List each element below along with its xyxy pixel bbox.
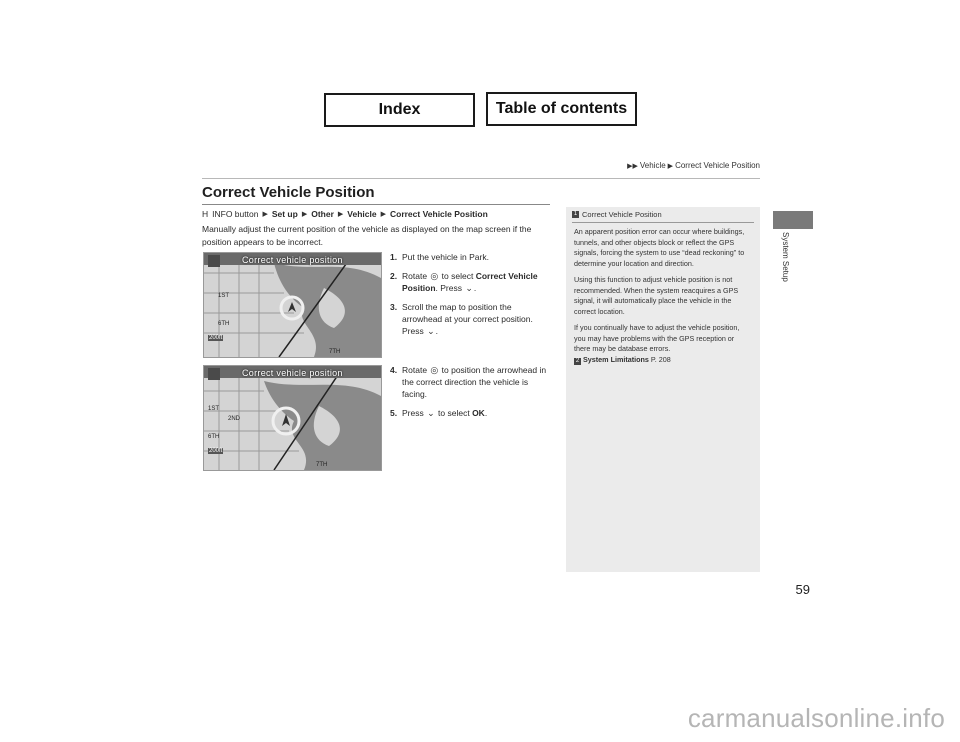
breadcrumb [627, 161, 760, 170]
path-item: Correct Vehicle Position [389, 209, 488, 219]
step-text-part: Rotate [402, 365, 428, 375]
step-number: 4. [390, 365, 398, 375]
screen-title: Correct vehicle position [242, 368, 343, 378]
step-text: Scroll the map to position the arrowhead at your correct position. Press ⌄. [402, 302, 533, 336]
breadcrumb-item[interactable]: Vehicle [639, 161, 666, 170]
arrow-icon: ▶ [667, 162, 674, 170]
sidebar-paragraph: If you continually have to adjust the vehicle position, you may have problems with the GPS reception or there may be database errors. [574, 323, 740, 353]
arrow-icon: ▶ [380, 211, 386, 218]
cross-reference-link[interactable] [574, 355, 752, 366]
path-item: Set up [271, 209, 298, 219]
step-text-part: Rotate [402, 271, 428, 281]
enter-icon: ⌄ [465, 283, 473, 293]
enter-icon: ⌄ [427, 408, 435, 418]
step-text: Put the vehicle in Park. [402, 252, 489, 262]
step-text-part: to position the arrowhead in the correct direction the vehicle is facing. [402, 365, 547, 399]
step-item [390, 251, 552, 263]
path-item: Vehicle [347, 209, 377, 219]
step-text [402, 407, 487, 419]
step-number: 2. [390, 271, 398, 281]
step-item [390, 270, 552, 294]
divider [202, 178, 760, 179]
interface-dial-icon: ◎ [430, 271, 439, 281]
intro-text: Manually adjust the current position of the vehicle as displayed on the map screen if the position appears to be incorrect. [202, 224, 532, 247]
step-number: 5. [390, 408, 398, 418]
sidebar-paragraph: Using this function to adjust vehicle position is not recommended. When the system reacquires a GPS signal, it will automatically place the vehicle in the correct location. [574, 275, 739, 316]
screen-title: Correct vehicle position [242, 255, 343, 265]
street-label: 1ST [208, 406, 220, 412]
step-text-part: to select [438, 408, 470, 418]
chapter-label: System Setup [781, 232, 790, 282]
street-label: 1ST [218, 293, 230, 299]
table-of-contents-button[interactable]: Table of contents [486, 92, 637, 126]
step-number: 1. [390, 252, 398, 262]
path-item: Other [311, 209, 334, 219]
street-label: 7TH [316, 462, 328, 468]
page-title: Correct Vehicle Position [202, 184, 375, 201]
page-number: 59 [795, 582, 810, 597]
note-icon: 1 [573, 211, 578, 217]
sidebar-note [566, 207, 760, 572]
step-text: Rotate ◎ to select Correct Vehicle Position. Press ⌄. [402, 271, 538, 293]
watermark: carmanualsonline.info [687, 703, 945, 733]
divider [202, 204, 550, 205]
sidebar-paragraph: An apparent position error can occur where buildings, tunnels, and other objects block or reflect the GPS signals, forcing the system to use “dead reckoning” to determine your location and direction. [574, 227, 745, 268]
breadcrumb-item: Correct Vehicle Position [675, 161, 760, 170]
home-icon: H [202, 209, 209, 219]
step-text [402, 364, 552, 400]
step-highlight: OK [472, 408, 485, 418]
sidebar-heading-text: Correct Vehicle Position [582, 210, 662, 219]
street-label: 6TH [218, 321, 230, 327]
step-item [390, 301, 552, 337]
interface-dial-icon: ◎ [430, 365, 439, 375]
scale-label: 200ft [209, 335, 223, 341]
step-highlight: Correct Vehicle Position [402, 271, 538, 293]
chapter-tab [773, 211, 813, 229]
map-screenshot [203, 365, 382, 471]
scale-label: 200ft [209, 448, 223, 454]
sidebar-heading [566, 207, 760, 222]
step-text-part: to select [441, 271, 474, 281]
link-page[interactable]: P. 208 [650, 354, 671, 364]
step-number: 3. [390, 302, 398, 312]
step-item [390, 364, 552, 400]
link-label[interactable]: System Limitations [583, 354, 649, 364]
step-text-part: Press [402, 408, 424, 418]
step-text-part: . [484, 408, 488, 418]
step-text-part: Scroll the map to position the arrowhead at your correct position. Press [402, 302, 533, 336]
path-start: INFO button [212, 209, 259, 219]
step-item [390, 407, 552, 419]
street-label: 7TH [329, 349, 341, 355]
enter-icon: ⌄ [427, 326, 435, 336]
step-text-part: . Press [435, 283, 462, 293]
street-label: 2ND [228, 416, 241, 422]
map-graphic [204, 253, 381, 357]
arrow-icon: ▶ [262, 211, 268, 218]
arrow-icon: ▶ [337, 211, 344, 218]
map-screenshot [203, 252, 382, 358]
menu-path [202, 209, 488, 219]
arrow-icon: ▶▶ [627, 162, 638, 170]
link-icon: 2 [575, 357, 580, 364]
steps-block-1 [390, 251, 552, 344]
arrow-icon: ▶ [301, 211, 308, 218]
steps-block-2 [390, 364, 552, 426]
street-label: 6TH [208, 434, 220, 440]
index-button[interactable]: Index [324, 93, 475, 127]
